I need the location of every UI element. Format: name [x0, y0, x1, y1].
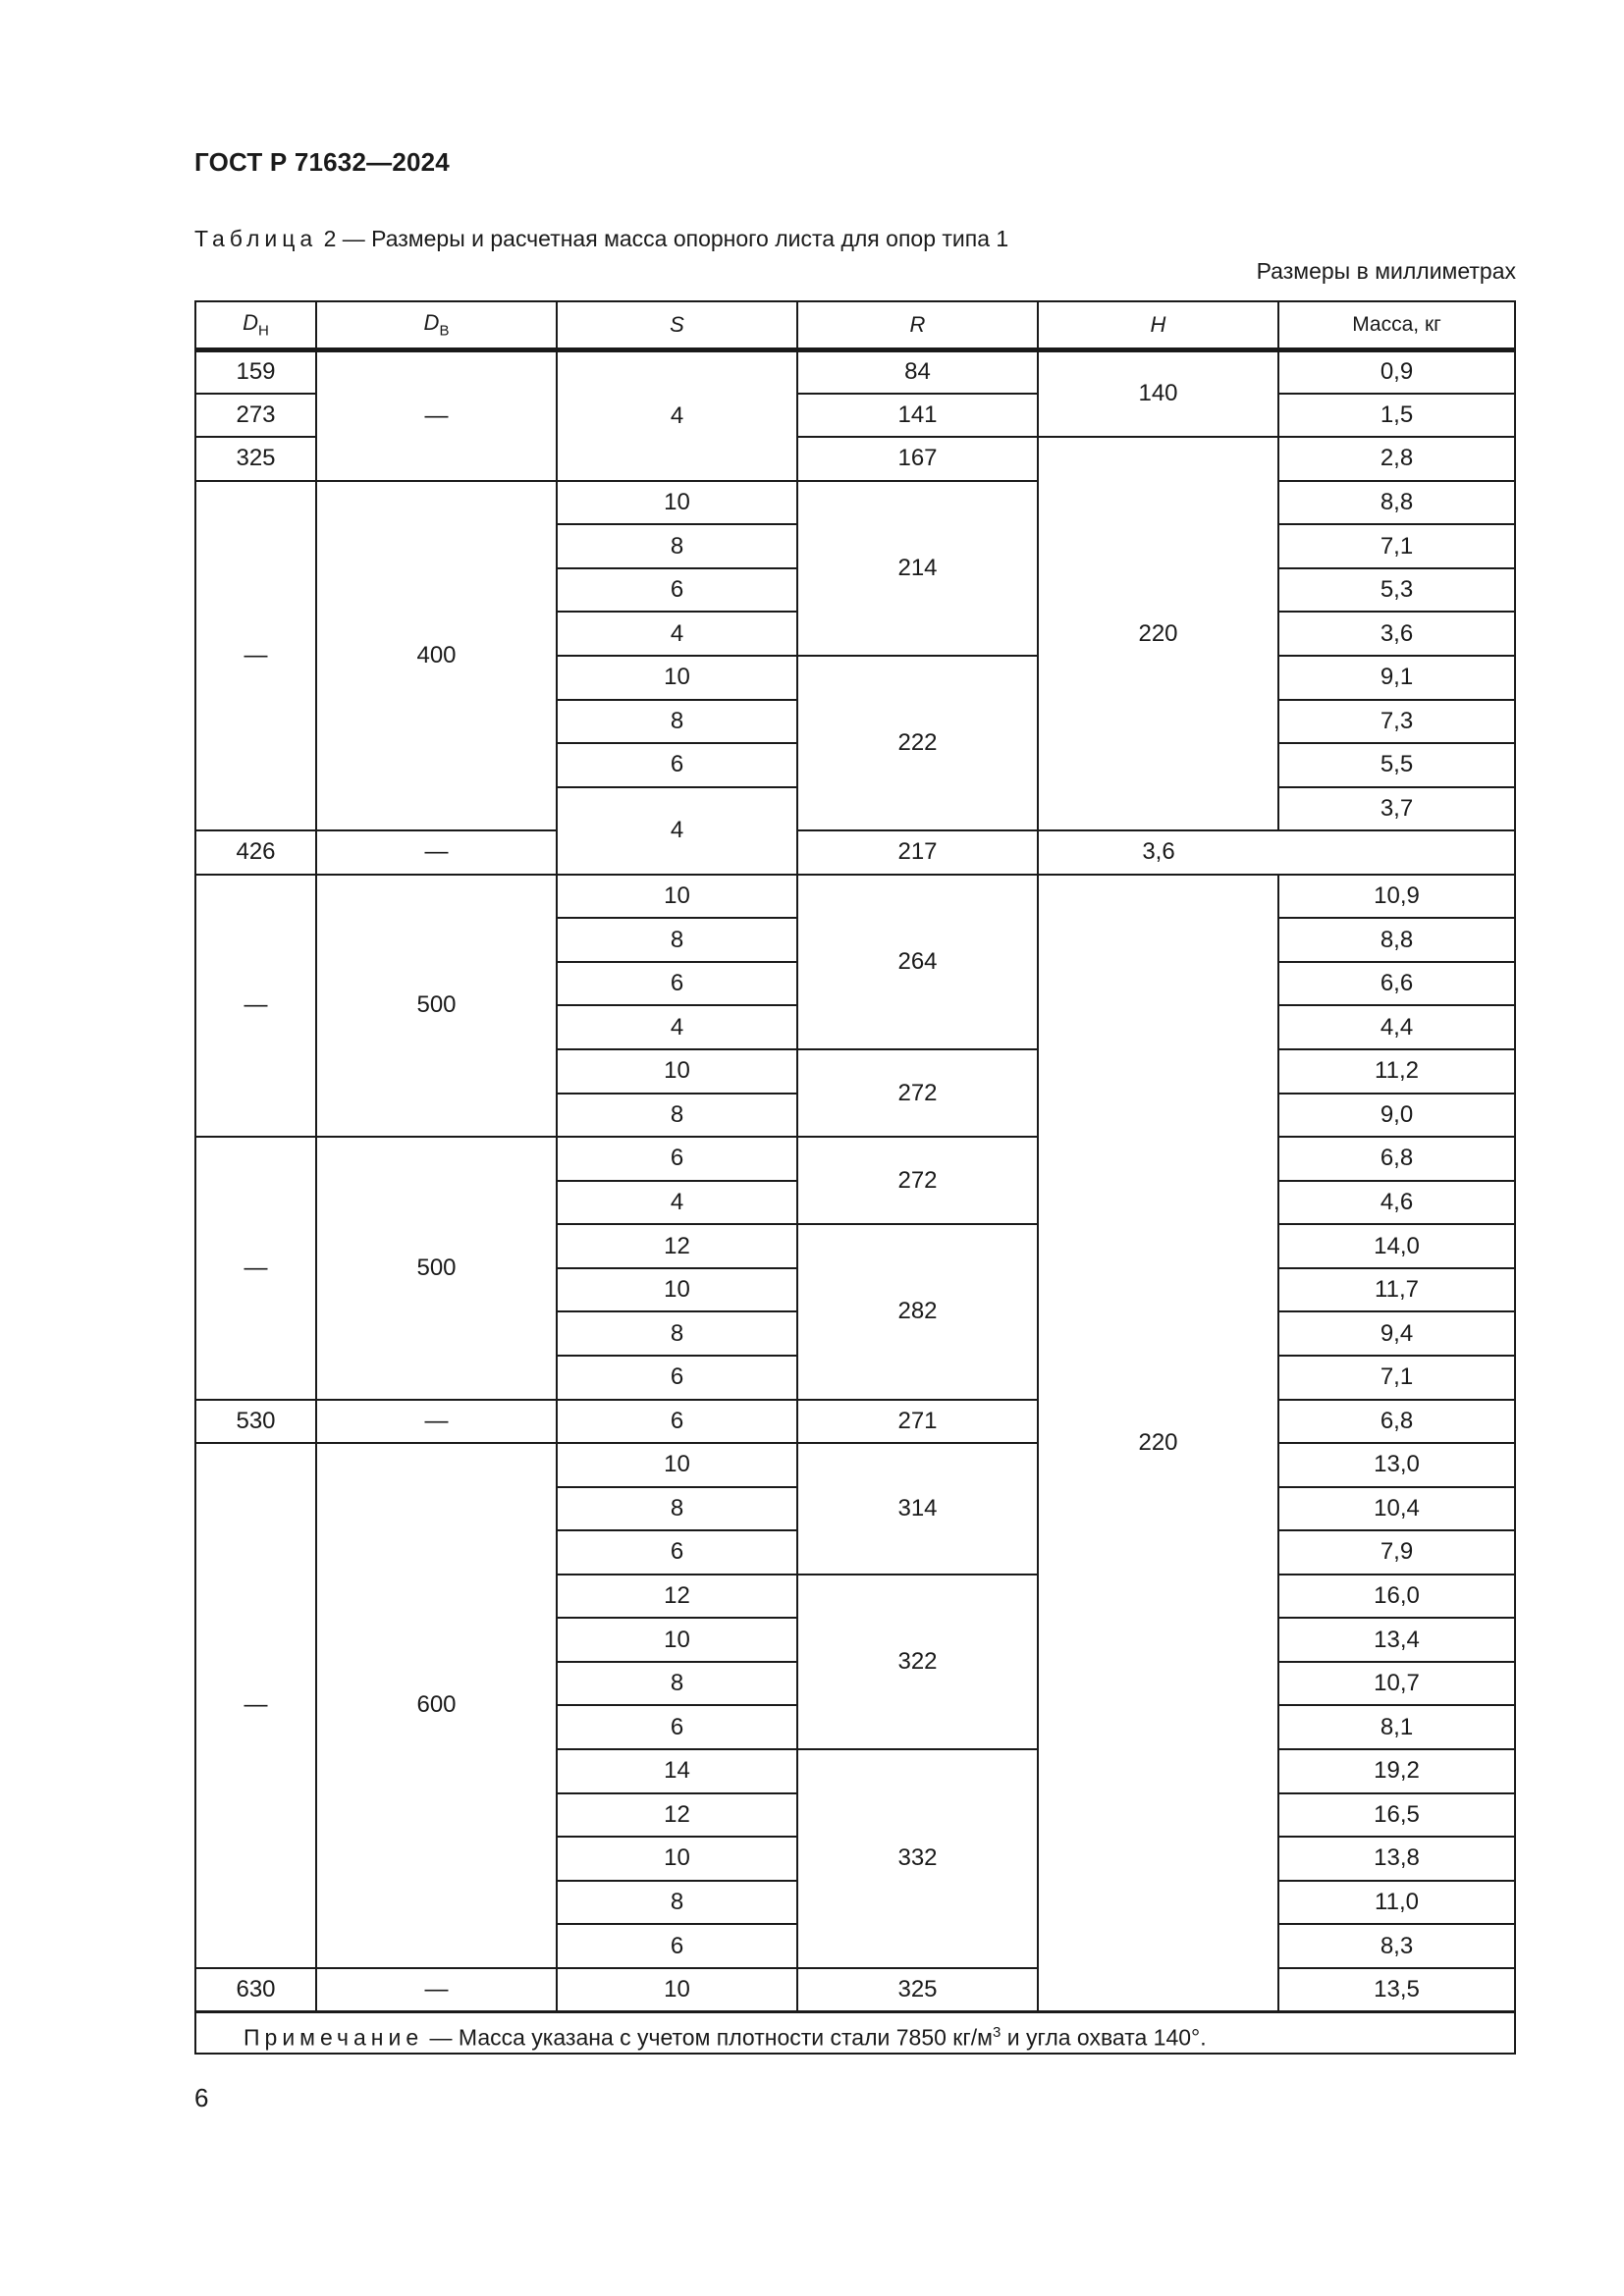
cell-s: 12 — [557, 1575, 797, 1619]
cell-s: 10 — [557, 1443, 797, 1487]
cell-mass: 10,7 — [1278, 1662, 1514, 1706]
cell-s: 12 — [557, 1793, 797, 1838]
table-row — [196, 1400, 1514, 1444]
col-header-r: R — [797, 302, 1038, 349]
cell-s: 10 — [557, 1618, 797, 1662]
cell-s: 4 — [557, 787, 797, 875]
cell-mass: 5,5 — [1278, 743, 1514, 787]
cell-dn: 159 — [196, 349, 316, 394]
cell-s: 10 — [557, 875, 797, 919]
cell-r: 272 — [797, 1137, 1038, 1224]
cell-s: 8 — [557, 1094, 797, 1138]
cell-s: 10 — [557, 1837, 797, 1881]
cell-mass: 5,3 — [1278, 568, 1514, 613]
cell-s: 4 — [557, 349, 797, 481]
cell-dv: — — [316, 1400, 557, 1444]
cell-s: 8 — [557, 1487, 797, 1531]
cell-s: 6 — [557, 1705, 797, 1749]
cell-s: 6 — [557, 1924, 797, 1968]
cell-s: 8 — [557, 1881, 797, 1925]
cell-dv: — — [316, 349, 557, 481]
cell-mass: 13,0 — [1278, 1443, 1514, 1487]
cell-mass: 9,0 — [1278, 1094, 1514, 1138]
cell-mass: 19,2 — [1278, 1749, 1514, 1793]
table-note-text-end: и угла охвата 140°. — [1001, 2024, 1207, 2051]
cell-dn: 273 — [196, 394, 316, 438]
cell-r: 141 — [797, 394, 1038, 438]
col-header-dn — [196, 302, 316, 349]
cell-s: 4 — [557, 1005, 797, 1049]
cell-mass: 6,8 — [1278, 1137, 1514, 1181]
cell-mass: 9,1 — [1278, 656, 1514, 700]
cell-h: 220 — [1038, 437, 1278, 830]
cell-dv: — — [316, 1968, 557, 2012]
cell-s: 8 — [557, 1311, 797, 1356]
table-row — [196, 1137, 1514, 1181]
cell-mass: 8,8 — [1278, 481, 1514, 525]
cell-s: 6 — [557, 962, 797, 1006]
cell-h: 220 — [1038, 875, 1278, 2012]
cell-mass: 13,8 — [1278, 1837, 1514, 1881]
table-header-row — [196, 302, 1514, 349]
cell-r: 214 — [797, 481, 1038, 656]
cell-dn: 325 — [196, 437, 316, 481]
cell-dv: 500 — [316, 1137, 557, 1399]
cell-mass: 10,4 — [1278, 1487, 1514, 1531]
table-row — [196, 349, 1514, 394]
col-header-dn-letter: D — [243, 310, 259, 336]
cell-r: 222 — [797, 656, 1038, 830]
cell-mass: 13,5 — [1278, 1968, 1514, 2012]
cell-mass: 11,2 — [1278, 1049, 1514, 1094]
cell-mass: 0,9 — [1278, 349, 1514, 394]
table-row — [196, 1968, 1514, 2012]
cell-mass: 7,1 — [1278, 1356, 1514, 1400]
cell-s: 10 — [557, 656, 797, 700]
cell-dn: — — [196, 1443, 316, 1968]
cell-dv: — — [316, 830, 557, 875]
cell-s: 6 — [557, 1356, 797, 1400]
cell-s: 6 — [557, 568, 797, 613]
table-row — [196, 481, 1514, 525]
cell-r: 217 — [797, 830, 1038, 875]
cell-mass: 16,5 — [1278, 1793, 1514, 1838]
page-number: 6 — [194, 2083, 209, 2112]
dimensions-table — [194, 300, 1516, 2055]
cell-s: 6 — [557, 1400, 797, 1444]
document-header: ГОСТ Р 71632—2024 — [194, 147, 450, 177]
cell-mass: 4,4 — [1278, 1005, 1514, 1049]
cell-r: 264 — [797, 875, 1038, 1049]
cell-s: 10 — [557, 481, 797, 525]
cell-s: 8 — [557, 700, 797, 744]
cell-s: 4 — [557, 1181, 797, 1225]
cell-s: 12 — [557, 1224, 797, 1268]
cell-mass: 3,6 — [1278, 612, 1514, 656]
col-header-h: H — [1038, 302, 1278, 349]
cell-r: 271 — [797, 1400, 1038, 1444]
table-row — [196, 875, 1514, 919]
table-title-label: Таблица — [194, 226, 318, 251]
cell-s: 8 — [557, 524, 797, 568]
cell-mass: 13,4 — [1278, 1618, 1514, 1662]
cell-mass: 3,6 — [1038, 830, 1278, 875]
table-title — [194, 226, 1008, 252]
cell-dn: 426 — [196, 830, 316, 875]
cell-mass: 2,8 — [1278, 437, 1514, 481]
cell-mass: 6,8 — [1278, 1400, 1514, 1444]
cell-r: 272 — [797, 1049, 1038, 1137]
cell-s: 10 — [557, 1268, 797, 1312]
units-note: Размеры в миллиметрах — [1256, 258, 1516, 284]
col-header-s: S — [557, 302, 797, 349]
dimensions-table-grid — [196, 302, 1514, 2012]
cell-r: 84 — [797, 349, 1038, 394]
cell-dv: 600 — [316, 1443, 557, 1968]
col-header-mass: Масса, кг — [1278, 302, 1514, 349]
cell-mass: 14,0 — [1278, 1224, 1514, 1268]
cell-dv: 500 — [316, 875, 557, 1137]
cell-dn: 530 — [196, 1400, 316, 1444]
cell-dn: — — [196, 1137, 316, 1399]
cell-s: 6 — [557, 1530, 797, 1575]
cell-mass: 6,6 — [1278, 962, 1514, 1006]
cell-mass: 11,0 — [1278, 1881, 1514, 1925]
cell-r: 332 — [797, 1749, 1038, 1968]
table-title-text: 2 — Размеры и расчетная масса опорного листа для опор типа 1 — [317, 226, 1009, 251]
table-note-label: Примечание — [244, 2024, 424, 2051]
col-header-dv-sub: В — [439, 322, 450, 340]
cell-r: 314 — [797, 1443, 1038, 1575]
col-header-dn-sub: Н — [258, 322, 269, 340]
cell-dn: — — [196, 481, 316, 831]
cell-s: 10 — [557, 1049, 797, 1094]
cell-mass: 8,1 — [1278, 1705, 1514, 1749]
cell-mass: 1,5 — [1278, 394, 1514, 438]
cell-dn: — — [196, 875, 316, 1137]
cell-mass: 3,7 — [1278, 787, 1514, 831]
cell-mass: 10,9 — [1278, 875, 1514, 919]
cell-s: 4 — [557, 612, 797, 656]
cell-s: 8 — [557, 918, 797, 962]
col-header-dv-letter: D — [423, 310, 440, 336]
cell-s: 6 — [557, 743, 797, 787]
cell-mass: 7,9 — [1278, 1530, 1514, 1575]
cell-r: 282 — [797, 1224, 1038, 1399]
cell-mass: 4,6 — [1278, 1181, 1514, 1225]
table-row — [196, 830, 1514, 875]
cell-s: 14 — [557, 1749, 797, 1793]
cell-s: 6 — [557, 1137, 797, 1181]
cell-dv: 400 — [316, 481, 557, 831]
table-row — [196, 1443, 1514, 1487]
col-header-dv — [316, 302, 557, 349]
cell-r: 167 — [797, 437, 1038, 481]
cell-mass: 8,8 — [1278, 918, 1514, 962]
cell-mass: 7,3 — [1278, 700, 1514, 744]
cell-r: 322 — [797, 1575, 1038, 1749]
cell-mass: 16,0 — [1278, 1575, 1514, 1619]
cell-r: 325 — [797, 1968, 1038, 2012]
table-note-text: — Масса указана с учетом плотности стали 7850 кг/м — [423, 2024, 993, 2051]
cell-s: 8 — [557, 1662, 797, 1706]
cell-s: 10 — [557, 1968, 797, 2012]
cell-mass: 8,3 — [1278, 1924, 1514, 1968]
cell-mass: 11,7 — [1278, 1268, 1514, 1312]
table-note — [196, 2011, 1514, 2053]
cell-h: 140 — [1038, 349, 1278, 437]
table-note-sup: 3 — [992, 2024, 1001, 2041]
cell-dn: 630 — [196, 1968, 316, 2012]
cell-mass: 7,1 — [1278, 524, 1514, 568]
cell-mass: 9,4 — [1278, 1311, 1514, 1356]
